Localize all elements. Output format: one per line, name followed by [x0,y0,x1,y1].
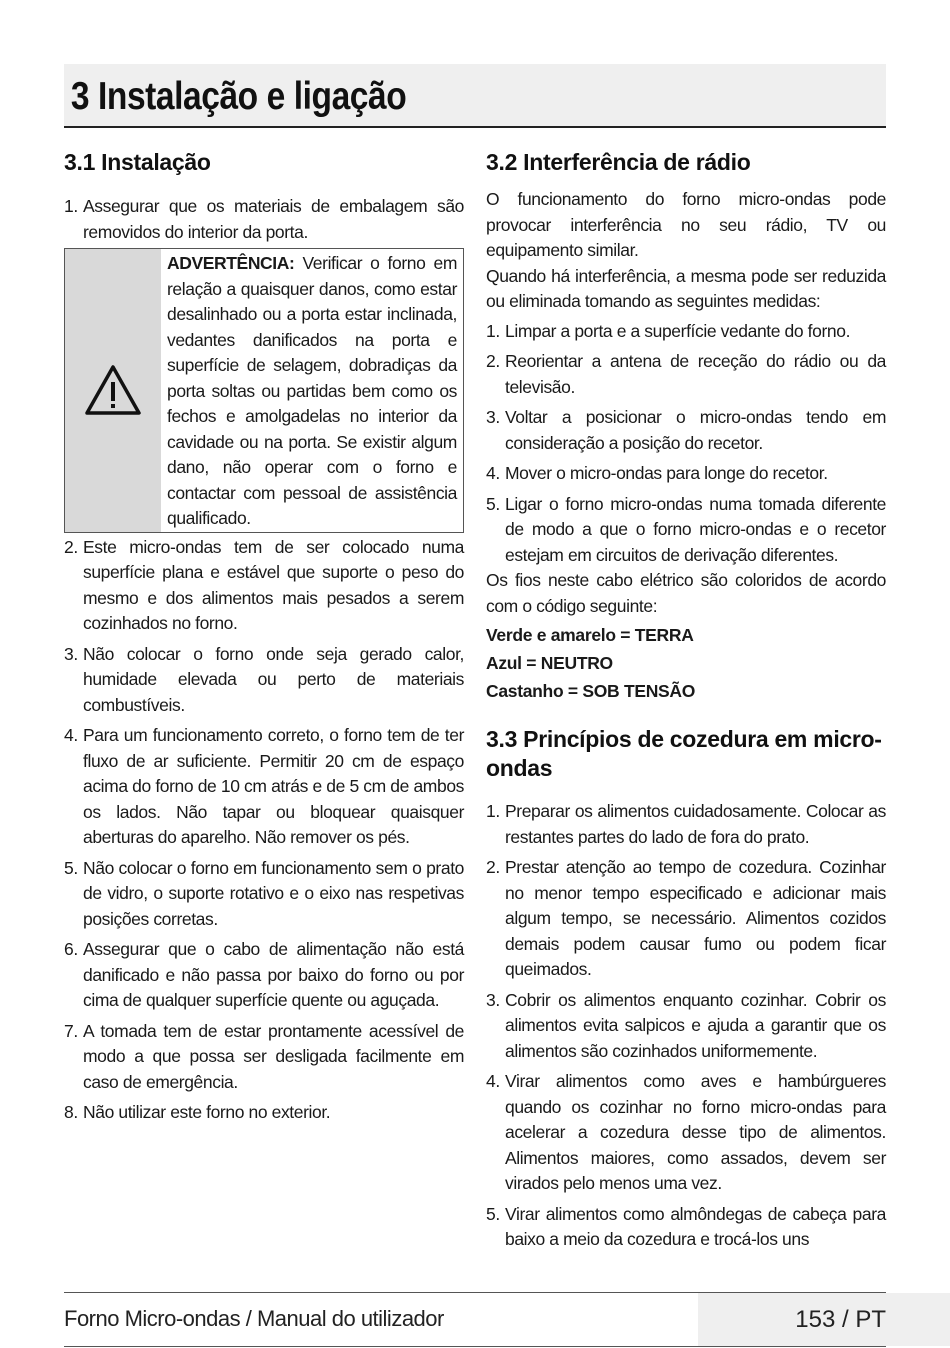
list-item: 1. Assegurar que os materiais de embalagem são removidos do interior da porta. [64,196,464,242]
footer-bottom-rule [64,1346,886,1347]
list-item: 4. Mover o micro-ondas para longe do recetor. [486,463,828,483]
chapter-title: 3 Instalação e ligação [70,75,407,118]
manual-title: Forno Micro-ondas / Manual do utilizador [64,1306,444,1331]
installation-list [64,194,464,245]
interference-list [486,319,886,569]
list-item: 5. Não colocar o forno em funcionamento sem o prato de vidro, o suporte rotativo e o eixo nas respetivas posições corretas. [64,857,464,929]
list-item: 2. Reorientar a antena de receção do rádio ou da televisão. [486,351,886,397]
list-item: 4. Virar alimentos como aves e hambúrgueres quando os cozinhar no forno micro-ondas para acelerar a cozedura desse tipo de alimentos. Alimentos maiores, como assados, devem ser virados pelo menos uma vez. [486,1071,886,1193]
warning-icon-cell [65,249,161,532]
list-item: 2. Este micro-ondas tem de ser colocado numa superfície plana e estável que suporte o peso do mesmo e dos alimentos mais pesados a serem cozinhados no forno. [64,536,464,633]
wire-code-intro: Os fios neste cabo elétrico são coloridos de acordo com o código seguinte: [486,570,886,616]
wire-neutral: Azul = NEUTRO [486,653,613,673]
list-item: 8. Não utilizar este forno no exterior. [64,1102,331,1122]
list-item: 2. Prestar atenção ao tempo de cozedura. Cozinhar no menor tempo especificado e adicionar mais algum tempo, se necessário. Alimentos cozidos demais podem causar fumo ou podem ficar queimados. [486,857,886,979]
warning-triangle-icon [83,362,143,418]
list-item: 6. Assegurar que o cabo de alimentação não está danificado e não passa por baixo do forno ou por cima de qualquer superfície quente ou aguçada. [64,939,464,1010]
interference-measures-intro: Quando há interferência, a mesma pode ser reduzida ou eliminada tomando as seguintes medidas: [486,265,886,311]
installation-list-continued [64,535,464,1126]
section-3-1-heading: 3.1 Instalação [64,149,211,175]
list-item: 5. Ligar o forno micro-ondas numa tomada diferente de modo a que o forno micro-ondas e o recetor estejam em circuitos de derivação diferentes. [486,493,886,565]
section-3-2-heading: 3.2 Interferência de rádio [486,149,751,175]
wire-live: Castanho = SOB TENSÃO [486,681,696,701]
cooking-principles-list [486,799,886,1253]
warning-text [161,249,463,532]
list-item: 1. Preparar os alimentos cuidadosamente. Colocar as restantes partes do lado de fora do prato. [486,801,886,847]
warning-label: ADVERTÊNCIA: [167,253,295,273]
list-item: 3. Cobrir os alimentos enquanto cozinhar. Cobrir os alimentos evita salpicos e ajuda a garantir que os alimentos são cozinhados uniformemente. [486,989,886,1061]
right-column [486,148,886,1258]
left-column [64,148,464,1131]
list-item: 1. Limpar a porta e a superfície vedante do forno. [486,320,851,341]
page-number: 153 / PT [795,1306,886,1333]
list-item: 7. A tomada tem de estar prontamente acessível de modo a que possa ser desligada facilmente em caso de emergência. [64,1020,464,1092]
interference-intro: O funcionamento do forno micro-ondas pode provocar interferência no seu rádio, TV ou equipamento similar. [486,189,886,260]
list-item: 3. Não colocar o forno onde seja gerado calor, humidade elevada ou perto de materiais combustíveis. [64,643,464,715]
list-item: 4. Para um funcionamento correto, o forno tem de ter fluxo de ar suficiente. Permitir 20 cm de espaço acima do forno de 10 cm atrás e de 5 cm de ambos os lados. Não tapar ou bloquear quaisquer aberturas do aparelho. Não remover os pés. [64,725,464,847]
page-number-box [698,1293,950,1346]
warning-box [64,248,464,533]
warning-body: Verificar o forno em relação a quaisquer danos, como estar desalinhado ou a porta estar inclinada, vedantes danificados na porta e superfície de selagem, dobradiças da porta soltas ou partidas bem como os fechos e amolgadelas no interior da cavidade ou na porta. Se existir algum dano, não operar com o forno e contactar com pessoal de assistência qualificado. [167,253,458,528]
chapter-header [64,64,886,128]
list-item: 3. Voltar a posicionar o micro-ondas tendo em consideração a posição do recetor. [486,407,886,453]
wire-earth: Verde e amarelo = TERRA [486,625,694,645]
list-item: 5. Virar alimentos como almôndegas de cabeça para baixo a meio da cozedura e trocá-los uns [486,1203,886,1249]
section-3-3-heading: 3.3 Princípios de cozedura em micro-ondas [486,726,882,781]
